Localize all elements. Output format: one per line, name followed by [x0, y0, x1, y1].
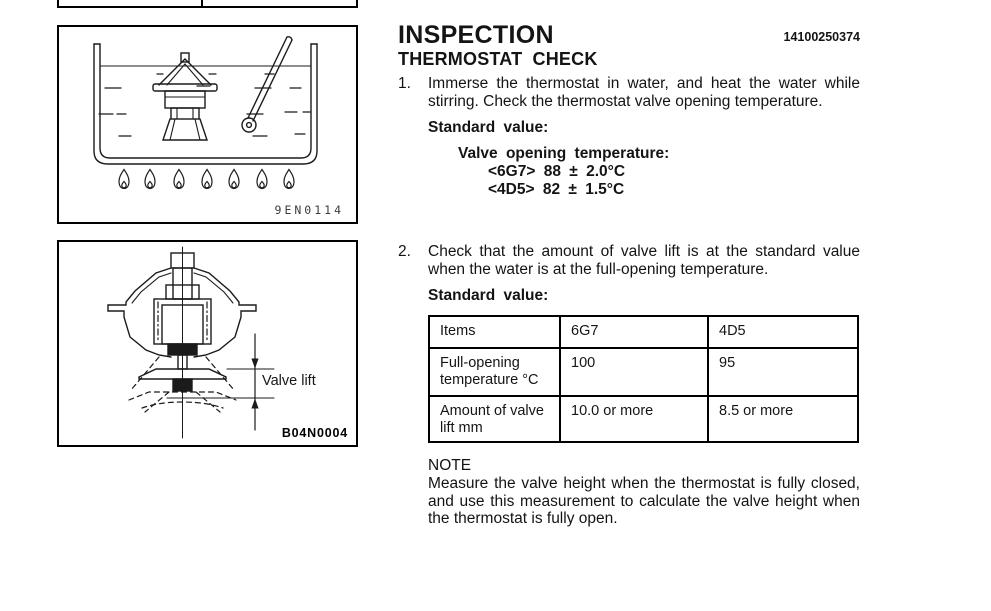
- valve-lift-callout: Valve lift: [262, 373, 316, 389]
- step-2-number: 2.: [398, 243, 411, 260]
- section-heading: THERMOSTAT CHECK: [398, 49, 598, 69]
- table-header-items: Items: [429, 316, 560, 348]
- standard-value-table: [428, 315, 859, 443]
- table-row-valve-lift: [429, 396, 858, 442]
- cell-item-label: Full-opening temperature °C: [429, 348, 560, 396]
- cell-6g7-value: 100: [560, 348, 708, 396]
- cropped-table-fragment-right: [201, 0, 358, 8]
- figure-valve-lift-diagram: [57, 240, 358, 447]
- burner-flames: [119, 170, 294, 189]
- cell-4d5-value: 8.5 or more: [708, 396, 858, 442]
- standard-value-label-1: Standard value:: [428, 119, 549, 136]
- cell-4d5-value: 95: [708, 348, 858, 396]
- document-code: 14100250374: [783, 30, 860, 44]
- step-1: [398, 75, 860, 110]
- note-text: Measure the valve height when the thermostat is fully closed, and use this measurement to calculate the valve height when the thermostat is fully open.: [428, 475, 860, 528]
- cell-6g7-value: 10.0 or more: [560, 396, 708, 442]
- step-1-text: Immerse the thermostat in water, and heat the water while stirring. Check the thermostat valve opening temperature.: [428, 75, 860, 110]
- cell-item-label: Amount of valve lift mm: [429, 396, 560, 442]
- figure-thermostat-heating-test: [57, 25, 358, 224]
- page-title: INSPECTION: [398, 21, 554, 49]
- step-2-text: Check that the amount of valve lift is at the standard value when the water is at the full-opening temperature.: [428, 243, 860, 278]
- step-1-number: 1.: [398, 75, 411, 92]
- thermostat-section-illustration: [59, 242, 356, 445]
- table-row-full-opening-temperature: [429, 348, 858, 396]
- standard-value-label-2: Standard value:: [428, 287, 549, 304]
- note-label: NOTE: [428, 457, 472, 474]
- table-header-row: [429, 316, 858, 348]
- table-header-4d5: 4D5: [708, 316, 858, 348]
- table-header-6g7: 6G7: [560, 316, 708, 348]
- spec-4d5: <4D5> 82 ± 1.5°C: [488, 181, 625, 198]
- cropped-table-fragment-left: [57, 0, 203, 8]
- figure-code-label: B04N0004: [281, 426, 348, 440]
- thermostat-bath-illustration: [59, 27, 356, 222]
- valve-opening-heading: Valve opening temperature:: [458, 145, 670, 162]
- figure-code-label: 9EN0114: [274, 203, 344, 217]
- spec-6g7: <6G7> 88 ± 2.0°C: [488, 163, 626, 180]
- step-2: [398, 243, 860, 278]
